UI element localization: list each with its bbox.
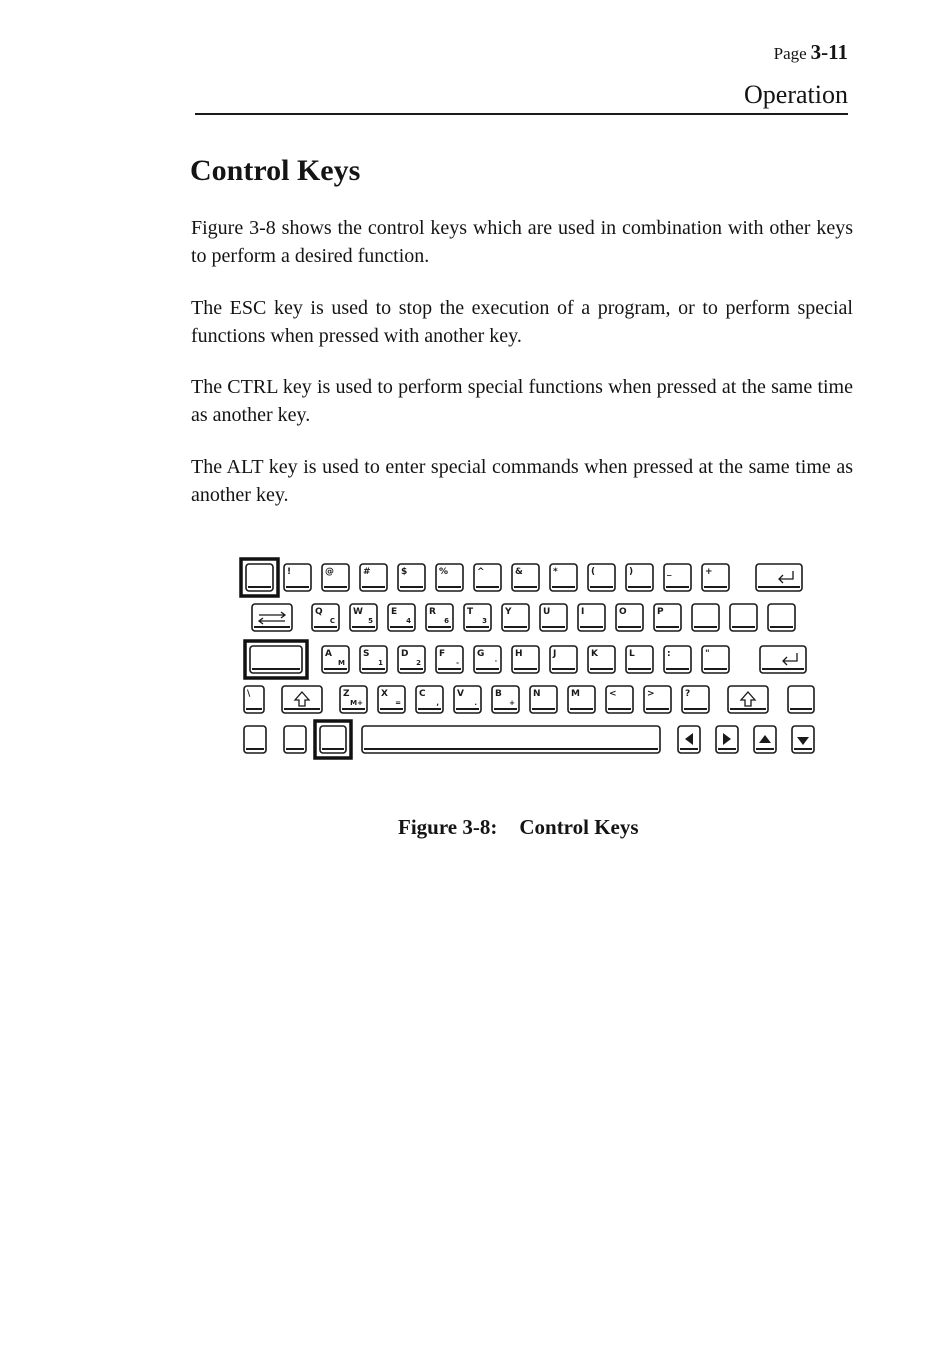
svg-text:@: @	[325, 567, 334, 577]
svg-text:>: >	[647, 689, 655, 699]
paragraph-ctrl: The CTRL key is used to perform special functions when pressed at the same time as another key.	[191, 376, 853, 426]
svg-text:?: ?	[685, 689, 691, 699]
svg-text:(: (	[591, 567, 596, 577]
key-row3-5	[474, 646, 501, 673]
svg-text:Q: Q	[315, 607, 323, 617]
svg-text:U: U	[543, 607, 551, 617]
figure-caption	[398, 815, 639, 840]
key-row4-4	[454, 686, 481, 713]
svg-text:Y: Y	[505, 607, 512, 617]
key-row1-6	[474, 564, 501, 591]
svg-text:^: ^	[477, 567, 485, 577]
svg-text:S: S	[363, 649, 370, 659]
key-row3-7	[550, 646, 577, 673]
key-row2-9	[616, 604, 643, 631]
page-title: Control Keys	[190, 154, 361, 187]
svg-text:$: $	[401, 567, 408, 577]
svg-text:+: +	[509, 699, 515, 707]
svg-text:A: A	[325, 649, 332, 659]
header-rule	[195, 113, 848, 115]
svg-text:4: 4	[406, 617, 411, 625]
key-row4-1	[340, 686, 367, 713]
svg-text::: :	[667, 649, 671, 659]
key-row3-3	[398, 646, 425, 673]
page-number-value: 3-11	[810, 40, 848, 64]
key-row4-9	[644, 686, 671, 713]
svg-text:B: B	[495, 689, 502, 699]
key-row3-2	[360, 646, 387, 673]
key-row1-11	[664, 564, 691, 591]
key-row3-6	[512, 646, 539, 673]
key-esc	[241, 559, 278, 596]
key-row4-3	[416, 686, 443, 713]
key-row1-8	[550, 564, 577, 591]
svg-text:C: C	[419, 689, 426, 699]
key-row3-8	[588, 646, 615, 673]
key-row4-7	[568, 686, 595, 713]
svg-text:": "	[705, 649, 710, 659]
key-space	[362, 726, 660, 753]
key-page-down	[792, 726, 814, 753]
svg-text:#: #	[363, 567, 371, 577]
svg-text:V: V	[457, 689, 464, 699]
svg-text:W: W	[353, 607, 363, 617]
key-row1-10	[626, 564, 653, 591]
key-caps-lock	[284, 726, 306, 753]
svg-text:\: \	[247, 689, 251, 699]
key-row2-5	[464, 604, 491, 631]
key-shift-right	[728, 686, 768, 713]
key-del	[756, 564, 802, 591]
svg-text:I: I	[581, 607, 585, 617]
paragraph-intro: Figure 3-8 shows the control keys which are used in combination with other keys to perform a desired function.	[191, 217, 853, 267]
key-row1-7	[512, 564, 539, 591]
svg-text:L: L	[629, 649, 635, 659]
svg-text:M: M	[571, 689, 580, 699]
key-return	[760, 646, 806, 673]
svg-text:M+: M+	[350, 699, 363, 707]
key-alt	[315, 721, 351, 758]
key-page-up	[754, 726, 776, 753]
key-row3-9	[626, 646, 653, 673]
svg-text:G: G	[477, 649, 485, 659]
svg-text:): )	[629, 567, 634, 577]
svg-text:%: %	[439, 567, 449, 577]
svg-text:O: O	[619, 607, 627, 617]
svg-text:.: .	[474, 699, 477, 707]
svg-text:-: -	[456, 659, 459, 667]
svg-text:K: K	[591, 649, 598, 659]
key-row2-10	[654, 604, 681, 631]
svg-text:D: D	[401, 649, 409, 659]
paragraph-alt: The ALT key is used to enter special commands when pressed at the same time as another key.	[191, 456, 853, 506]
key-row2-extra-2	[730, 604, 757, 631]
svg-text:2: 2	[416, 659, 421, 667]
svg-text:1: 1	[378, 659, 383, 667]
key-row1-9	[588, 564, 615, 591]
key-row2-1	[312, 604, 339, 631]
svg-text:6: 6	[444, 617, 449, 625]
page-label: Page	[773, 44, 807, 63]
svg-text:N: N	[533, 689, 541, 699]
key-ctrl	[245, 641, 307, 678]
svg-text:5: 5	[368, 617, 373, 625]
svg-text:=: =	[395, 699, 401, 707]
svg-text:3: 3	[482, 617, 487, 625]
key-row2-3	[388, 604, 415, 631]
key-row1-1	[284, 564, 311, 591]
key-row3-1	[322, 646, 349, 673]
key-row1-5	[436, 564, 463, 591]
key-insert	[788, 686, 814, 713]
key-row1-12	[702, 564, 729, 591]
key-row1-2	[322, 564, 349, 591]
svg-text:!: !	[287, 567, 292, 577]
svg-text:*: *	[553, 567, 558, 577]
key-row2-8	[578, 604, 605, 631]
key-row2-7	[540, 604, 567, 631]
key-row3-4	[436, 646, 463, 673]
key-left	[678, 726, 700, 753]
figure-caption-title: Control Keys	[519, 815, 639, 839]
key-scroll-lock	[244, 726, 266, 753]
svg-text:_: _	[667, 567, 672, 577]
key-right	[716, 726, 738, 753]
svg-text:Z: Z	[343, 689, 350, 699]
svg-text:&: &	[515, 567, 523, 577]
key-row1-4	[398, 564, 425, 591]
key-row4-2	[378, 686, 405, 713]
svg-text:': '	[494, 659, 497, 667]
key-tab	[252, 604, 292, 631]
key-row2-2	[350, 604, 377, 631]
key-row4-6	[530, 686, 557, 713]
svg-text:M: M	[338, 659, 345, 667]
key-row4-10	[682, 686, 709, 713]
key-row2-6	[502, 604, 529, 631]
svg-text:E: E	[391, 607, 398, 617]
svg-text:X: X	[381, 689, 388, 699]
keyboard-figure	[236, 556, 826, 766]
key-row2-extra-3	[768, 604, 795, 631]
svg-text:C: C	[329, 617, 335, 625]
key-row2-extra-1	[692, 604, 719, 631]
svg-text:J: J	[553, 649, 557, 659]
key-row4-8	[606, 686, 633, 713]
key-shift-left	[282, 686, 322, 713]
svg-text:,: ,	[436, 699, 439, 707]
page-number	[774, 40, 848, 65]
svg-text:P: P	[657, 607, 664, 617]
keyboard-diagram	[236, 556, 826, 766]
figure-caption-number: Figure 3-8:	[398, 815, 498, 839]
svg-text:R: R	[429, 607, 436, 617]
key-row3-10	[664, 646, 691, 673]
key-row4-5	[492, 686, 519, 713]
paragraph-esc: The ESC key is used to stop the execution of a program, or to perform special functions when pressed with another key.	[191, 297, 853, 347]
key-row2-4	[426, 604, 453, 631]
key-row1-3	[360, 564, 387, 591]
section-title: Operation	[744, 80, 848, 109]
svg-text:F: F	[439, 649, 446, 659]
svg-text:<: <	[609, 689, 617, 699]
svg-text:H: H	[515, 649, 523, 659]
key-row3-11	[702, 646, 729, 673]
svg-text:+: +	[705, 567, 713, 577]
svg-text:T: T	[467, 607, 474, 617]
key-backslash	[244, 686, 264, 713]
